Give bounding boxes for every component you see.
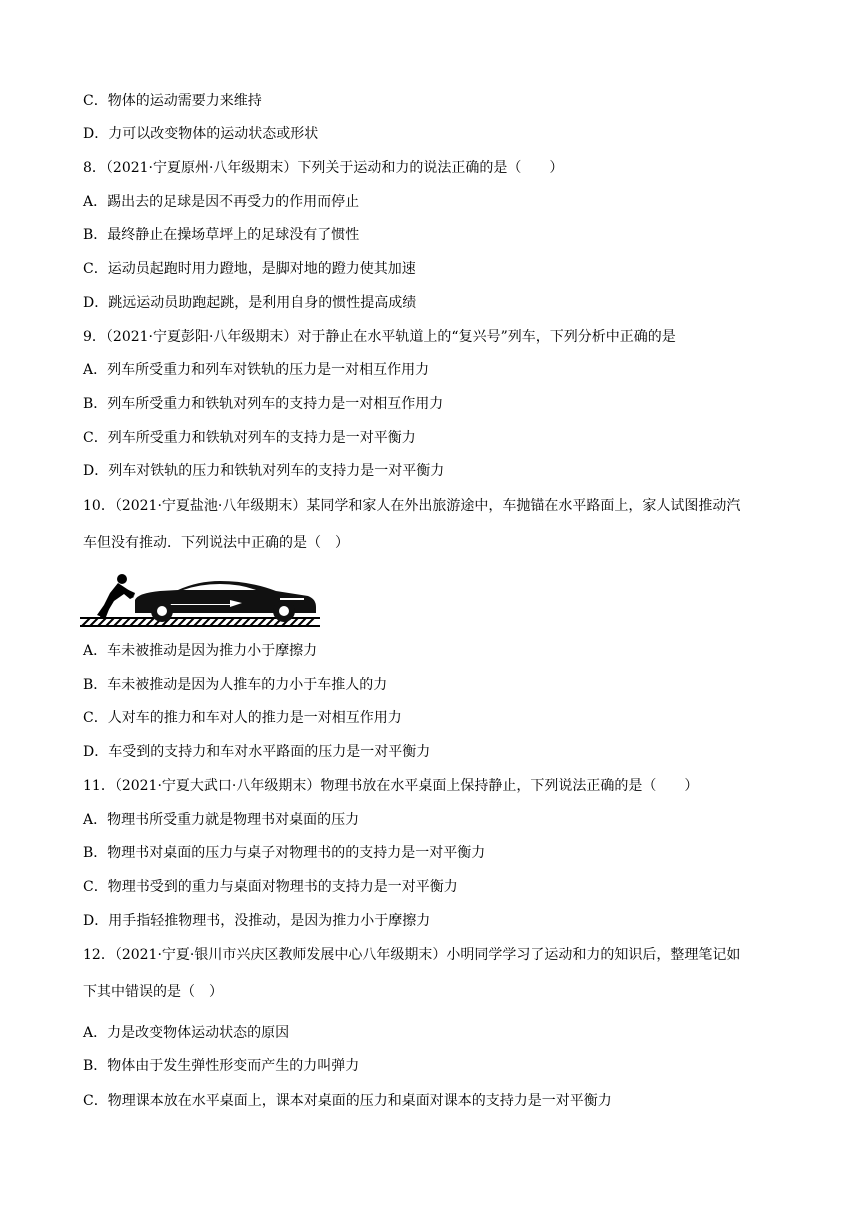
q7-option-d: D．力可以改变物体的运动状态或形状 [83,126,319,142]
person-icon [97,574,135,617]
q12-option-c: C．物理课本放在水平桌面上，课本对桌面的压力和桌面对课本的支持力是一对平衡力 [83,1093,612,1109]
q12-option-a: A．力是改变物体运动状态的原因 [83,1025,290,1041]
q9-option-c: C．列车所受重力和铁轨对列车的支持力是一对平衡力 [83,430,416,446]
q11-option-d: D．用手指轻推物理书，没推动，是因为推力小于摩擦力 [83,913,431,929]
q9-option-a: A．列车所受重力和列车对铁轨的压力是一对相互作用力 [83,362,430,378]
car-push-illustration [80,571,320,629]
q10-stem-line1: 10．（2021·宁夏盐池·八年级期末）某同学和家人在外出旅游途中，车抛锚在水平路面上，家人试图推动汽 [83,498,741,514]
q10-option-c: C．人对车的推力和车对人的推力是一对相互作用力 [83,710,402,726]
q10-option-b: B．车未被推动是因为人推车的力小于车推人的力 [83,677,388,693]
q11-option-a: A．物理书所受重力就是物理书对桌面的压力 [83,812,360,828]
q8-option-d: D．跳远运动员助跑起跳，是利用自身的惯性提高成绩 [83,295,417,311]
q10-option-a: A．车未被推动是因为推力小于摩擦力 [83,643,318,659]
q9-stem: 9．（2021·宁夏彭阳·八年级期末）对于静止在水平轨道上的“复兴号”列车，下列分析中正确的是 [83,329,676,345]
q11-option-b: B．物理书对桌面的压力与桌子对物理书的的支持力是一对平衡力 [83,845,486,861]
q9-option-b: B．列车所受重力和铁轨对列车的支持力是一对相互作用力 [83,396,444,412]
q9-option-d: D．列车对铁轨的压力和铁轨对列车的支持力是一对平衡力 [83,463,445,479]
q10-option-d: D．车受到的支持力和车对水平路面的压力是一对平衡力 [83,744,431,760]
q8-option-a: A．踢出去的足球是因不再受力的作用而停止 [83,194,360,210]
q8-option-b: B．最终静止在操场草坪上的足球没有了惯性 [83,227,360,243]
q12-stem-line2: 下其中错误的是（ ） [83,984,223,1000]
car-icon [135,581,316,622]
q12-stem-line1: 12．（2021·宁夏·银川市兴庆区教师发展中心八年级期末）小明同学学习了运动和力的知识后，整理笔记如 [83,947,741,963]
q10-stem-line2: 车但没有推动．下列说法中正确的是（ ） [83,535,349,551]
q8-option-c: C．运动员起跑时用力蹬地，是脚对地的蹬力使其加速 [83,261,416,277]
q12-option-b: B．物体由于发生弹性形变而产生的力叫弹力 [83,1058,360,1074]
q11-stem: 11．（2021·宁夏大武口·八年级期末）物理书放在水平桌面上保持静止，下列说法正确的是（ ） [83,778,699,794]
q8-stem: 8．（2021·宁夏原州·八年级期末）下列关于运动和力的说法正确的是（ ） [83,160,564,176]
q7-option-c: C．物体的运动需要力来维持 [83,93,262,109]
q11-option-c: C．物理书受到的重力与桌面对物理书的支持力是一对平衡力 [83,879,458,895]
